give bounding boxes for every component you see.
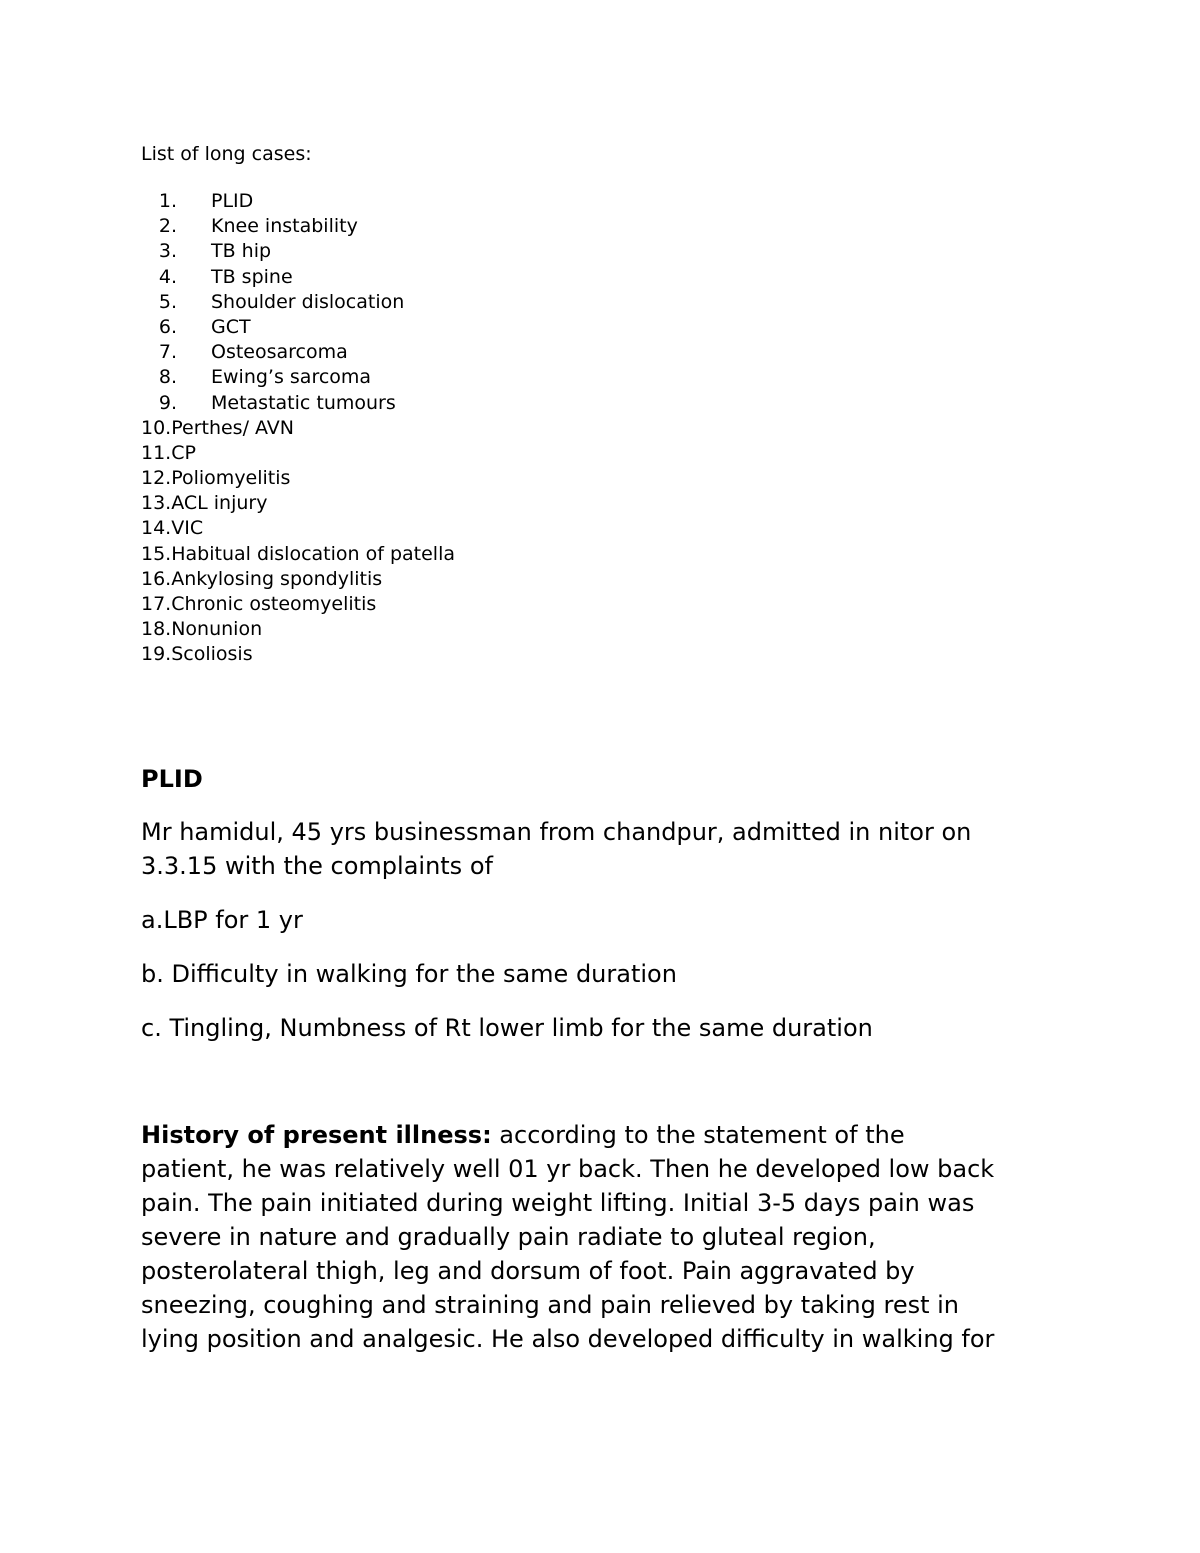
- list-item-number: 17.: [141, 593, 172, 615]
- list-item-label: GCT: [211, 315, 251, 338]
- list-item-number: 3.: [158, 240, 177, 263]
- list-item-number: 16.: [141, 567, 172, 590]
- history-paragraph: [141, 1118, 1081, 1356]
- list-item: [141, 567, 455, 592]
- complaint-b: b. Difficulty in walking for the same duration: [141, 960, 677, 988]
- list-item: [141, 189, 455, 214]
- list-item-number: 10.: [141, 416, 172, 439]
- list-item-label: TB hip: [211, 240, 272, 263]
- complaint-c: c. Tingling, Numbness of Rt lower limb for the same duration: [141, 1014, 873, 1042]
- list-item: [141, 617, 455, 642]
- history-line-5: posterolateral thigh, leg and dorsum of foot. Pain aggravated by: [141, 1257, 915, 1285]
- case-intro-line-1: Mr hamidul, 45 yrs businessman from chandpur, admitted in nitor on: [141, 818, 972, 846]
- list-item: [141, 642, 455, 667]
- list-item-label: Nonunion: [171, 618, 263, 641]
- list-item: [141, 441, 455, 466]
- list-item-number: 18.: [141, 618, 172, 641]
- list-item: [141, 365, 455, 390]
- list-item-label: Knee instability: [211, 215, 358, 238]
- list-item: [141, 592, 455, 617]
- list-item-number: 11.: [141, 441, 172, 464]
- list-item: [141, 315, 455, 340]
- list-item-label: Ewing’s sarcoma: [211, 366, 372, 389]
- list-item: [141, 340, 455, 365]
- history-line-2: patient, he was relatively well 01 yr back. Then he developed low back: [141, 1155, 995, 1183]
- list-heading: List of long cases:: [141, 143, 312, 165]
- list-item-label: Poliomyelitis: [171, 467, 291, 490]
- history-line-6: sneezing, coughing and straining and pain relieved by taking rest in: [141, 1291, 960, 1319]
- list-item-label: Ankylosing spondylitis: [171, 567, 383, 590]
- complaint-a: a.LBP for 1 yr: [141, 906, 303, 934]
- list-item-label: Scoliosis: [171, 643, 253, 666]
- list-item-number: 1.: [158, 190, 177, 212]
- list-item: [141, 466, 455, 491]
- list-item-number: 7.: [158, 341, 177, 364]
- list-item: [141, 491, 455, 516]
- list-item-number: 6.: [158, 315, 177, 338]
- case-title: PLID: [141, 765, 203, 793]
- list-item: [141, 239, 455, 264]
- list-item-number: 14.: [141, 517, 172, 540]
- list-item-label: Osteosarcoma: [211, 341, 348, 364]
- case-intro-line-2: 3.3.15 with the complaints of: [141, 852, 493, 880]
- history-line-1: according to the statement of the: [491, 1121, 905, 1149]
- list-item-label: Metastatic tumours: [211, 391, 396, 414]
- list-item: [141, 516, 455, 541]
- list-item-number: 13.: [141, 492, 172, 515]
- list-item-number: 9.: [158, 391, 177, 414]
- list-item-number: 2.: [158, 215, 177, 238]
- list-item-label: ACL injury: [171, 492, 268, 515]
- list-item-label: CP: [171, 441, 196, 464]
- list-item-label: Perthes/ AVN: [171, 416, 295, 439]
- list-item-label: TB spine: [211, 265, 293, 288]
- list-item-number: 4.: [158, 265, 177, 288]
- list-item-number: 8.: [158, 366, 177, 389]
- history-line-4: severe in nature and gradually pain radiate to gluteal region,: [141, 1223, 876, 1251]
- list-item-label: PLID: [211, 190, 254, 212]
- list-item-number: 5.: [158, 290, 177, 313]
- list-item: [141, 391, 455, 416]
- long-case-list: [141, 189, 455, 668]
- list-item-label: VIC: [171, 517, 204, 540]
- case-intro: [141, 815, 1081, 883]
- history-line-3: pain. The pain initiated during weight lifting. Initial 3-5 days pain was: [141, 1189, 975, 1217]
- list-item-number: 15.: [141, 542, 172, 565]
- list-item-number: 12.: [141, 467, 172, 490]
- list-item: [141, 542, 455, 567]
- history-label: History of present illness:: [141, 1121, 492, 1149]
- list-item-label: Habitual dislocation of patella: [171, 542, 456, 565]
- history-line-7: lying position and analgesic. He also developed difficulty in walking for: [141, 1325, 995, 1353]
- list-item-label: Chronic osteomyelitis: [171, 593, 377, 615]
- list-item: [141, 416, 455, 441]
- list-item-number: 19.: [141, 643, 172, 666]
- list-item: [141, 214, 455, 239]
- list-item: [141, 290, 455, 315]
- list-item-label: Shoulder dislocation: [211, 290, 405, 313]
- list-item: [141, 265, 455, 290]
